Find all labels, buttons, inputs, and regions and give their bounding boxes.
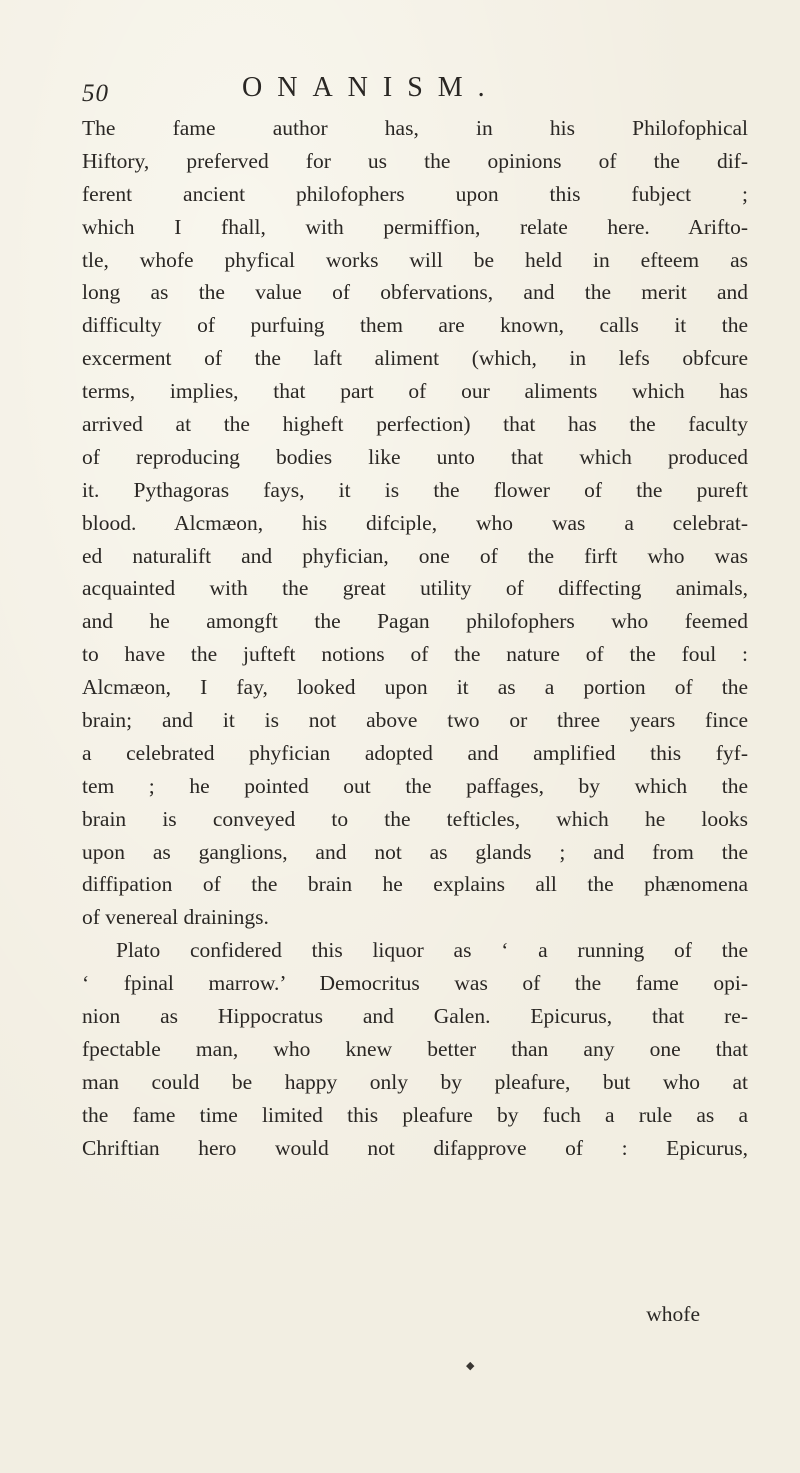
text-line: a celebrated phyfician adopted and amplified this fyf- <box>82 740 748 765</box>
text-line: brain; and it is not above two or three years fince <box>82 708 748 733</box>
body-text <box>82 112 748 1165</box>
catchword: whofe <box>646 1302 700 1326</box>
text-line: arrived at the higheft perfection) that has the faculty <box>82 412 748 437</box>
text-line: to have the jufteft notions of the nature of the foul : <box>82 642 748 667</box>
text-line: upon as ganglions, and not as glands ; and from the <box>82 839 748 864</box>
paragraph-start-line: Plato confidered this liquor as ‘ a running of the <box>116 938 748 963</box>
page-number: 50 <box>82 80 109 107</box>
text-line: The fame author has, in his Philofophical <box>82 116 748 140</box>
text-line: it. Pythagoras fays, it is the flower of the pureft <box>82 477 748 502</box>
text-line: Chriftian hero would not difapprove of : Epicurus, <box>82 1135 748 1160</box>
text-line: diffipation of the brain he explains all the phænomena <box>82 872 748 897</box>
text-line: terms, implies, that part of our aliments which has <box>82 379 748 404</box>
text-line: nion as Hippocratus and Galen. Epicurus, that re- <box>82 1004 748 1029</box>
text-line: of reproducing bodies like unto that which produced <box>82 444 748 469</box>
page-header <box>82 72 742 112</box>
text-line: acquainted with the great utility of diffecting animals, <box>82 576 748 601</box>
text-line: excerment of the laft aliment (which, in lefs obfcure <box>82 346 748 371</box>
text-line: ferent ancient philofophers upon this fubject ; <box>82 181 748 206</box>
text-line: the fame time limited this pleafure by fuch a rule as a <box>82 1102 748 1127</box>
text-line: long as the value of obfervations, and the merit and <box>82 280 748 305</box>
paragraph-end-line: of venereal drainings. <box>82 905 269 930</box>
text-line: man could be happy only by pleafure, but who at <box>82 1069 748 1094</box>
text-line: and he amongft the Pagan philofophers who feemed <box>82 609 748 634</box>
text-line: Alcmæon, I fay, looked upon it as a portion of the <box>82 675 748 700</box>
text-line: tem ; he pointed out the paffages, by which the <box>82 773 748 798</box>
text-line: fpectable man, who knew better than any one that <box>82 1036 748 1061</box>
running-head: ONANISM. <box>242 72 500 103</box>
text-line: brain is conveyed to the tefticles, which he looks <box>82 806 748 831</box>
text-line: ‘ fpinal marrow.’ Democritus was of the fame opi- <box>82 971 748 996</box>
text-line: difficulty of purfuing them are known, calls it the <box>82 313 748 338</box>
text-line: blood. Alcmæon, his difciple, who was a celebrat- <box>82 510 748 535</box>
text-line: which I fhall, with permiffion, relate here. Arifto- <box>82 214 748 239</box>
printer-ornament: ◆ <box>466 1360 475 1372</box>
text-line: tle, whofe phyfical works will be held in efteem as <box>82 247 748 272</box>
text-line: ed naturalift and phyfician, one of the firft who was <box>82 543 748 568</box>
text-line: Hiftory, preferved for us the opinions of the dif- <box>82 148 748 173</box>
